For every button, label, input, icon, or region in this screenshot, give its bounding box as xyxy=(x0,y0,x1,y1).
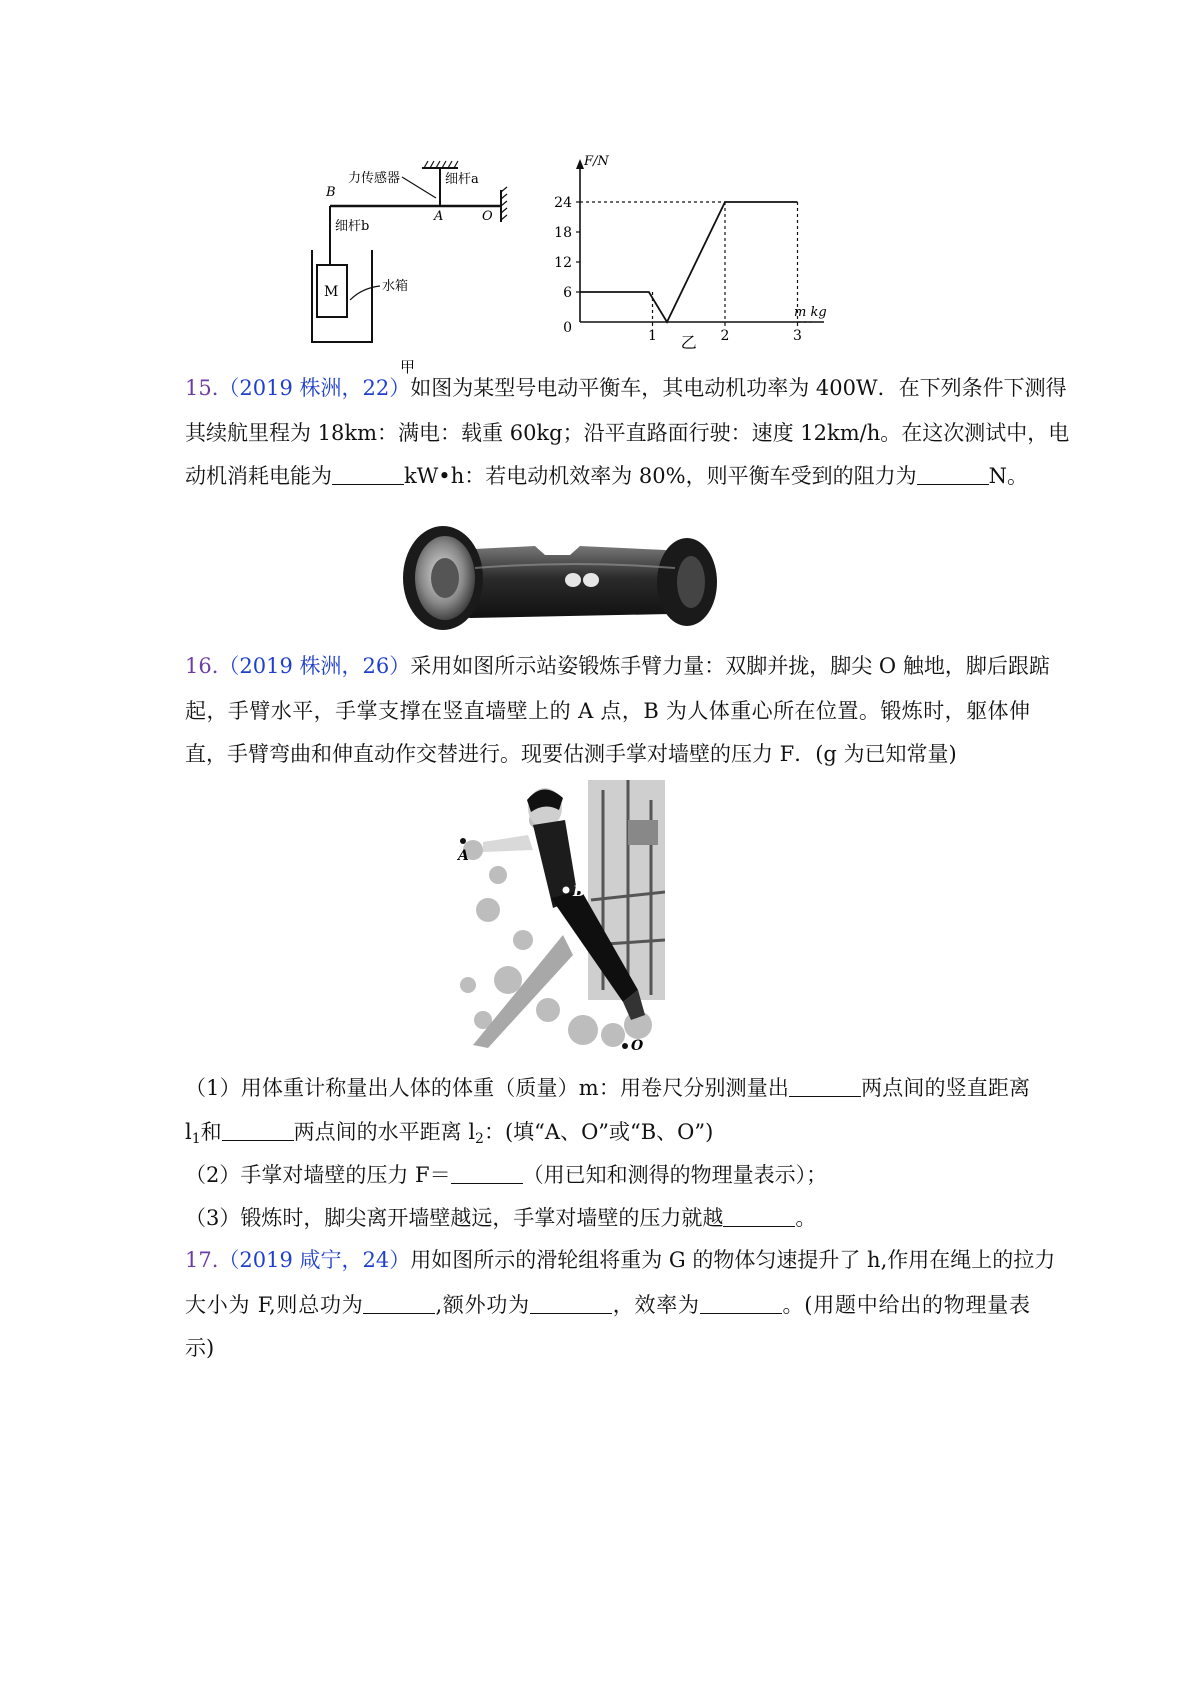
q15-text-3a: 动机消耗电能为 xyxy=(185,464,332,488)
q16-number: 16. xyxy=(185,654,219,678)
y-tick-label: 18 xyxy=(554,225,572,241)
q16-blank-force[interactable] xyxy=(451,1163,523,1184)
q16-line-1 xyxy=(185,651,1050,681)
q15-line-3 xyxy=(185,461,1030,491)
q15-blank-resistance[interactable] xyxy=(917,464,989,485)
q16-sub2-line xyxy=(185,1160,1030,1190)
x-tick-label: 3 xyxy=(793,328,802,344)
q15-text-1: 如图为某型号电动平衡车，其电动机功率为 400W．在下列条件下测得 xyxy=(410,376,1067,400)
q16-sub1-l1: l xyxy=(185,1120,192,1144)
force-mass-chart xyxy=(540,150,840,380)
point-o-label: O xyxy=(482,209,493,224)
q17-blank-efficiency[interactable] xyxy=(700,1293,782,1314)
q16-text-2: 起，手臂水平，手掌支撑在竖直墙壁上的 A 点，B 为人体重心所在位置。锻炼时，躯体伸 xyxy=(185,699,1030,723)
photo-point-a: A xyxy=(458,848,469,864)
rod-a-label: 细杆a xyxy=(445,172,479,187)
q17-text-1: 用如图所示的滑轮组将重为 G 的物体匀速提升了 h,作用在绳上的拉力 xyxy=(410,1248,1056,1272)
sensor-label: 力传感器 xyxy=(348,171,401,186)
q15-number: 15. xyxy=(185,376,219,400)
q16-text-3: 直，手臂弯曲和伸直动作交替进行。现要估测手掌对墙壁的压力 F．(g 为已知常量) xyxy=(185,742,957,766)
balance-scooter-image xyxy=(395,510,730,635)
series-f-line xyxy=(580,202,798,322)
q16-sub1-line-2 xyxy=(185,1117,1030,1154)
point-b-label: B xyxy=(326,185,336,200)
y-tick-label: 12 xyxy=(554,255,572,271)
q15-source: （2019 株洲，22） xyxy=(218,376,411,400)
q17-blank-total-work[interactable] xyxy=(363,1293,435,1314)
q16-sub1-line-1 xyxy=(185,1073,1030,1103)
x-tick-label: 1 xyxy=(648,328,657,344)
q17-line-1 xyxy=(185,1245,1056,1275)
y-tick-label: 6 xyxy=(563,285,572,301)
figure-yi-caption: 乙 xyxy=(680,333,697,352)
q16-sub1-l1-subscript: 1 xyxy=(191,1131,201,1147)
q16-sub1-text-a: （1）用体重计称量出人体的体重（质量）m：用卷尺分别测量出 xyxy=(185,1076,789,1100)
photo-point-b: B xyxy=(573,884,585,900)
q16-sub1-text-b: 两点间的竖直距离 xyxy=(860,1076,1031,1100)
q15-text-3b: kW•h：若电动机效率为 80%，则平衡车受到的阻力为 xyxy=(404,464,917,488)
q16-sub2-text-b: （用已知和测得的物理量表示）； xyxy=(522,1163,828,1187)
q16-blank-trend[interactable] xyxy=(723,1206,795,1227)
q17-blank-extra-work[interactable] xyxy=(530,1293,612,1314)
exercise-photo xyxy=(453,780,665,1055)
block-m-label: M xyxy=(324,284,339,300)
x-tick-label: 0 xyxy=(563,320,572,336)
figure-jia-caption: 甲 xyxy=(400,358,416,376)
lever-diagram xyxy=(310,150,540,380)
rod-b-label: 细杆b xyxy=(335,219,370,234)
tank-label: 水箱 xyxy=(382,279,409,294)
q17-text-2c: ，效率为 xyxy=(611,1293,700,1317)
q16-line-3 xyxy=(185,739,1030,769)
y-tick-label: 24 xyxy=(554,195,572,211)
q16-sub3-text-a: （3）锻炼时，脚尖离开墙壁越远，手掌对墙壁的压力就越 xyxy=(185,1206,724,1230)
x-tick-label: 2 xyxy=(720,328,730,344)
q17-number: 17. xyxy=(185,1248,219,1272)
q15-blank-energy[interactable] xyxy=(332,464,404,485)
photo-point-o: O xyxy=(631,1038,644,1054)
q16-blank-horizontal-points[interactable] xyxy=(222,1120,294,1141)
q15-line-1 xyxy=(185,373,1067,403)
q17-line-3 xyxy=(185,1333,1030,1363)
x-axis-label: m kg xyxy=(794,305,827,320)
point-a-label: A xyxy=(434,209,444,224)
q16-sub3-text-b: 。 xyxy=(795,1206,817,1230)
q16-source: （2019 株洲，26） xyxy=(218,654,411,678)
q16-sub2-text-a: （2）手掌对墙壁的压力 F＝ xyxy=(185,1163,451,1187)
q16-blank-vertical-points[interactable] xyxy=(789,1076,861,1097)
q16-sub1-l2-subscript: 2 xyxy=(475,1131,484,1147)
q16-sub1-text-and: 和 xyxy=(200,1120,222,1144)
q17-line-2 xyxy=(185,1290,1030,1320)
q17-text-2b: ,额外功为 xyxy=(435,1293,530,1317)
q17-text-3: 示) xyxy=(185,1336,215,1360)
y-axis-label: F/N xyxy=(584,154,609,169)
q15-line-2 xyxy=(185,418,1070,448)
q15-text-3c: N。 xyxy=(988,464,1028,488)
q15-text-2: 其续航里程为 18km：满电：载重 60kg；沿平直路面行驶：速度 12km/h。在这次测试中，电 xyxy=(185,421,1070,445)
q16-text-1: 采用如图所示站姿锻炼手臂力量：双脚并拢，脚尖 O 触地，脚后跟踮 xyxy=(410,654,1050,678)
q16-sub1-text-f: ：(填“A、O”或“B、O”) xyxy=(483,1120,714,1144)
q17-text-2d: 。(用题中给出的物理量表 xyxy=(781,1293,1031,1317)
q16-sub1-text-e: 两点间的水平距离 l xyxy=(293,1120,476,1144)
q16-sub3-line xyxy=(185,1203,1030,1233)
y-axis-arrow xyxy=(576,159,584,169)
q17-text-2a: 大小为 F,则总功为 xyxy=(185,1293,364,1317)
q17-source: （2019 咸宁，24） xyxy=(218,1248,411,1272)
q16-line-2 xyxy=(185,696,1030,726)
